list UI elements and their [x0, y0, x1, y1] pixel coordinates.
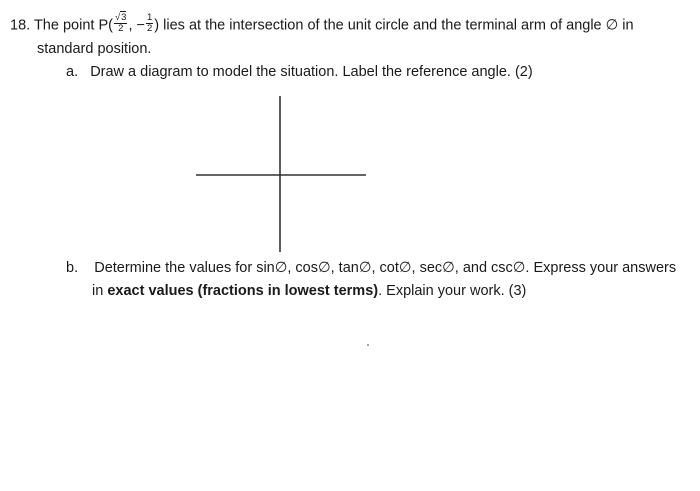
close-paren: ) [154, 17, 160, 34]
part-a-label: a. [66, 64, 79, 80]
part-b-line2-prefix: in [92, 283, 108, 299]
coordinate-comma: , [128, 17, 133, 34]
part-b-line2-suffix: . Explain your work. (3) [378, 283, 527, 299]
question-intro: The point P( [33, 17, 113, 34]
sqrt-radicand: 3 [121, 12, 127, 23]
sqrt-symbol: √3 [114, 12, 127, 23]
point-x-denominator: 2 [118, 23, 124, 34]
part-b-label: b. [66, 260, 79, 276]
part-b-line-2 [92, 283, 526, 299]
part-b-line-1 [66, 260, 676, 276]
question-number: 18. [10, 17, 31, 34]
part-b-text-line-1: Determine the values for sin∅, cos∅, tan∅, cot∅, sec∅, and csc∅. Express your answers [94, 260, 677, 276]
part-a [66, 64, 533, 80]
question-rest-line-1: lies at the intersection of the unit circle and the terminal arm of angle ∅ in [159, 17, 634, 34]
point-x-fraction [114, 13, 128, 34]
stray-dot [367, 344, 369, 346]
point-y-numerator: 1 [147, 12, 153, 23]
point-y-fraction [146, 13, 153, 34]
coordinate-axes-diagram [190, 92, 370, 254]
question-18-line-2: standard position. [37, 41, 152, 57]
question-18-line-1 [10, 12, 634, 36]
minus-sign: − [136, 17, 145, 34]
point-y-denominator: 2 [147, 23, 153, 34]
part-b-bold-text: exact values (fractions in lowest terms) [107, 283, 379, 299]
part-a-text: Draw a diagram to model the situation. Label the reference angle. (2) [90, 64, 533, 80]
